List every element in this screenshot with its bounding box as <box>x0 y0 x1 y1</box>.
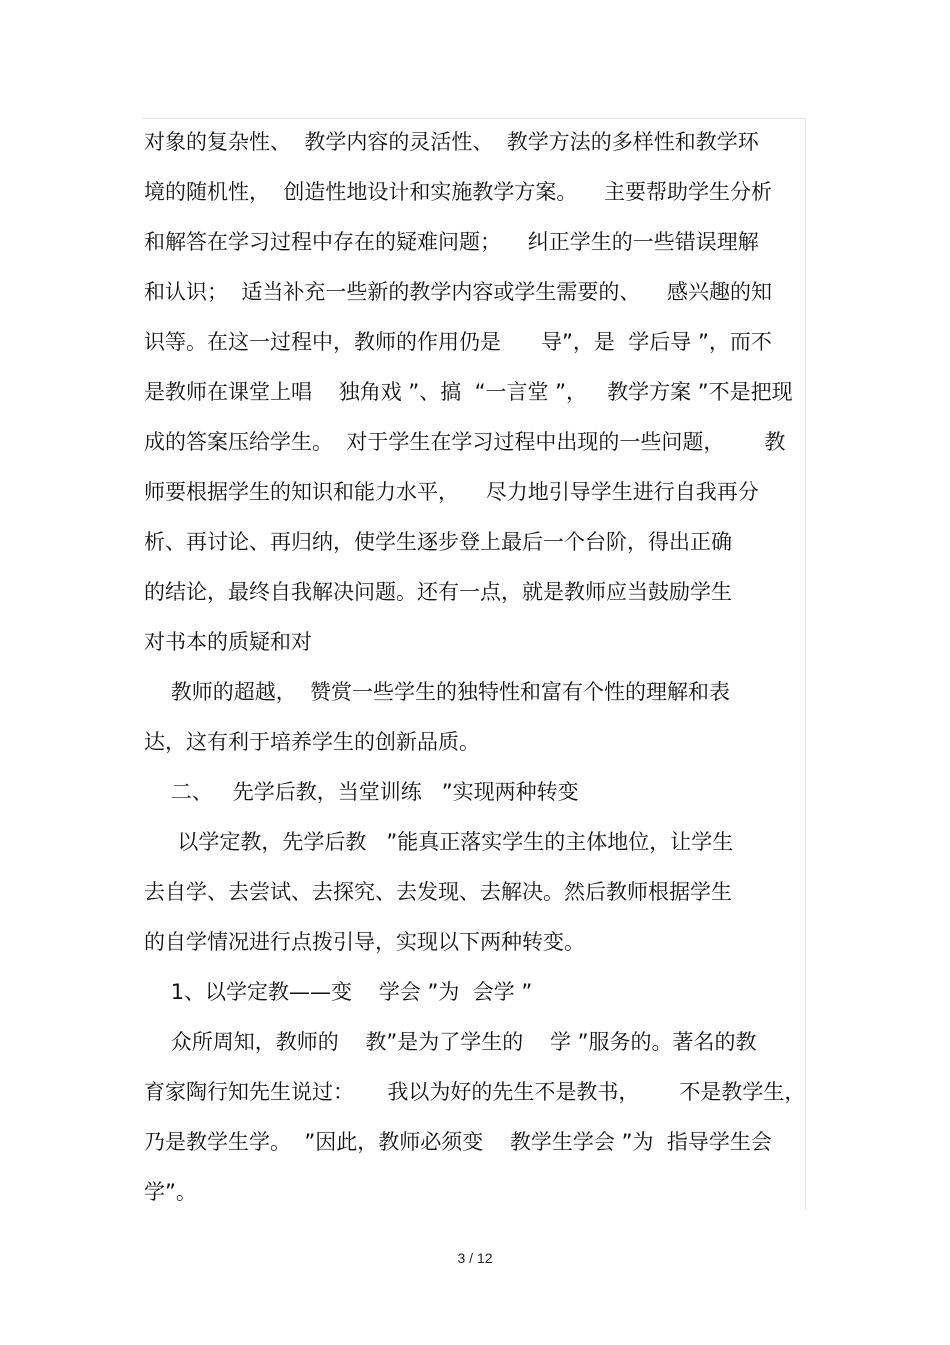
text-line: 的结论，最终自我解决问题。还有一点，就是教师应当鼓励学生 <box>144 580 732 604</box>
text-line: 对书本的质疑和对 <box>144 630 312 654</box>
text-line: 对象的复杂性、 教学内容的灵活性、 教学方法的多样性和教学环 <box>144 130 759 154</box>
text-line: 学”。 <box>144 1180 197 1204</box>
text-line: 教师的超越， 赞赏一些学生的独特性和富有个性的理解和表 <box>144 680 731 704</box>
subsection-heading: 1、以学定教——变 学会 ”为 会学 ” <box>144 980 533 1004</box>
text-line: 境的随机性， 创造性地设计和实施教学方案。 主要帮助学生分析 <box>144 180 773 204</box>
text-line: 的自学情况进行点拨引导，实现以下两种转变。 <box>144 930 585 954</box>
text-line: 师要根据学生的知识和能力水平， 尽力地引导学生进行自我再分 <box>144 480 759 504</box>
text-line: 和解答在学习过程中存在的疑难问题； 纠正学生的一些错误理解 <box>144 230 759 254</box>
section-heading: 二、 先学后教，当堂训练 ”实现两种转变 <box>144 780 579 804</box>
text-line: 是教师在课堂上唱 独角戏 ”、搞 “一言堂 ”， 教学方案 ”不是把现 <box>144 380 793 404</box>
text-line: 成的答案压给学生。 对于学生在学习过程中出现的一些问题， 教 <box>144 430 786 454</box>
text-line: 以学定教，先学后教 ”能真正落实学生的主体地位，让学生 <box>144 830 734 854</box>
text-line: 育家陶行知先生说过： 我以为好的先生不是教书， 不是教学生， <box>144 1080 806 1104</box>
text-line: 众所周知，教师的 教”是为了学生的 学 ”服务的。著名的教 <box>144 1030 757 1054</box>
text-line: 乃是教学生学。 ”因此，教师必须变 教学生学会 ”为 指导学生会 <box>144 1130 772 1154</box>
text-line: 去自学、去尝试、去探究、去发现、去解决。然后教师根据学生 <box>144 880 732 904</box>
text-line: 识等。在这一过程中，教师的作用仍是 导”，是 学后导 ”，而不 <box>144 330 772 354</box>
page-number: 3 / 12 <box>457 1250 493 1266</box>
text-line: 析、再讨论、再归纳，使学生逐步登上最后一个台阶，得出正确 <box>144 530 732 554</box>
text-line: 和认识； 适当补充一些新的教学内容或学生需要的、 感兴趣的知 <box>144 280 773 304</box>
text-line: 达，这有利于培养学生的创新品质。 <box>144 730 480 754</box>
